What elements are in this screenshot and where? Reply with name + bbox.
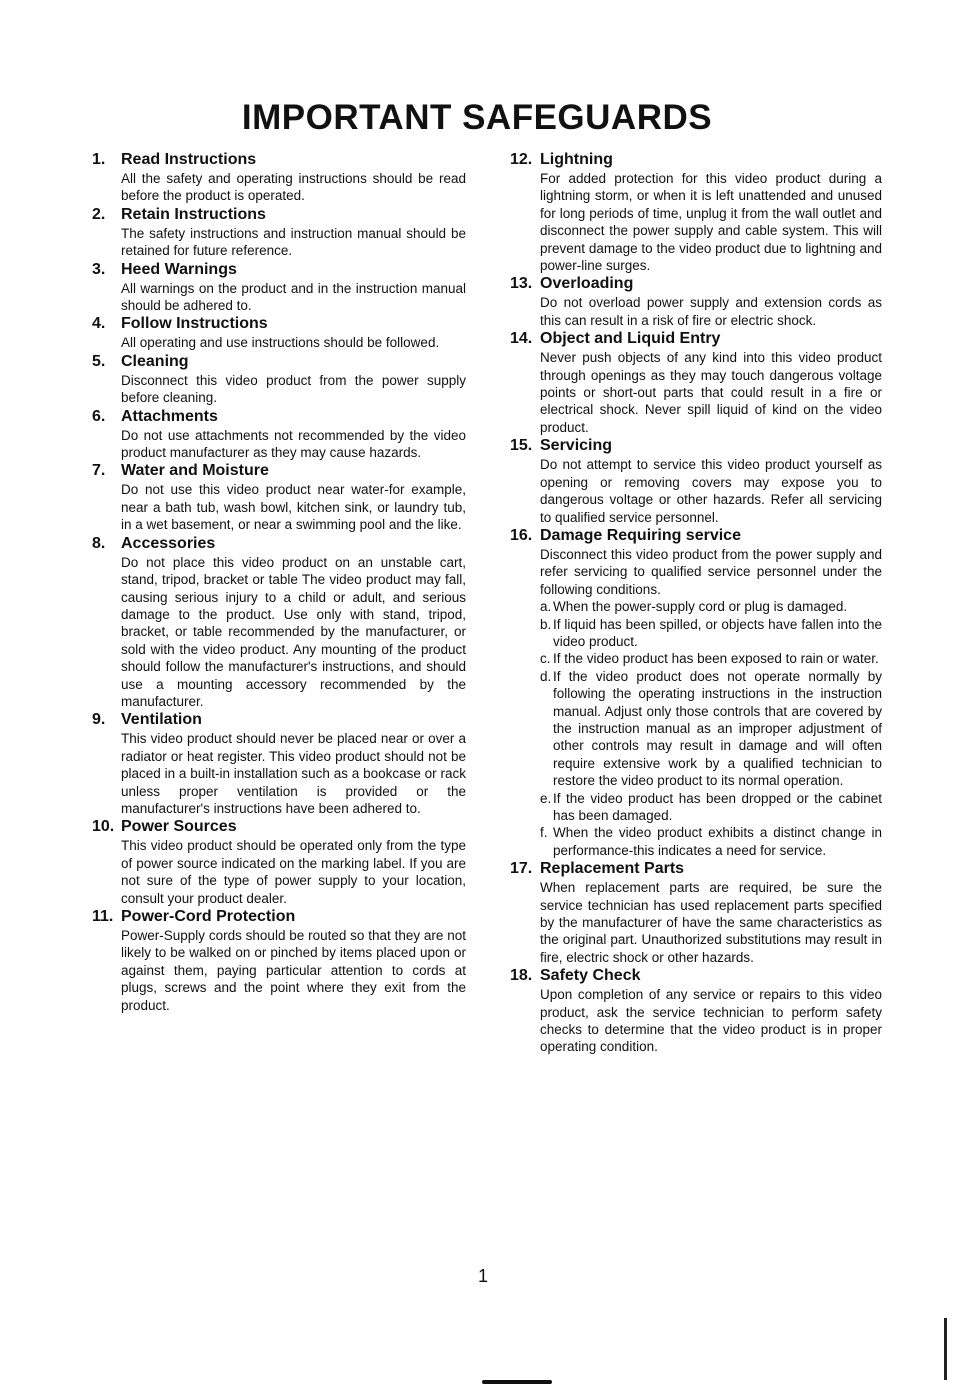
damage-condition (540, 598, 882, 615)
safeguard-heading (92, 314, 466, 334)
safeguard-item (510, 274, 882, 329)
damage-condition (540, 616, 882, 651)
safeguard-title: Object and Liquid Entry (540, 330, 721, 348)
safeguard-text: Upon completion of any service or repairs to this video product, ask the service technician to perform safety checks to determine that the video product is in proper operating condition. (540, 987, 882, 1055)
safeguard-heading (92, 260, 466, 280)
safeguard-title: Damage Requiring service (540, 526, 741, 544)
safeguard-text: Never push objects of any kind into this video product through openings as they may touch dangerous voltage points or short-out parts that could result in a fire or electrical shock. Never spill liquid of kind on the video product. (540, 350, 882, 435)
safeguard-item (92, 534, 466, 711)
safeguard-item (92, 407, 466, 462)
safeguard-text: Do not attempt to service this video product yourself as opening or removing covers may expose you to dangerous voltage or other hazards. Refer all servicing to qualified service personnel. (540, 457, 882, 525)
right-column (510, 150, 882, 1056)
safeguard-number: 12. (510, 151, 533, 168)
safeguard-item (92, 150, 466, 205)
safeguard-text: Disconnect this video product from the power supply before cleaning. (121, 372, 466, 406)
safeguard-number: 8. (92, 534, 106, 552)
safeguard-number: 4. (92, 315, 106, 333)
safeguard-text: The safety instructions and instruction manual should be retained for future reference. (121, 225, 466, 259)
safeguard-text: All operating and use instructions should be followed. (121, 335, 440, 351)
safeguard-number: 15. (510, 437, 533, 455)
safeguard-item (92, 461, 466, 533)
condition-letter: b. (540, 616, 552, 632)
safeguard-item (92, 352, 466, 407)
safeguard-text: Do not place this video product on an unstable cart, stand, tripod, bracket or table The video product may fall, causing serious injury to a child or adult, and serious damage to the product. Use only with stand, tripod, bracket, or table recommended by the manufacturer, or sold with the video product. Any mounting of the product should follow the manufacturer's instructions, and should use a mounting accessory recommended by the manufacturer. (121, 554, 466, 709)
safeguard-heading (510, 436, 882, 456)
safeguard-heading (510, 150, 882, 170)
condition-text: If the video product does not operate normally by following the operating instructions in the instruction manual. Adjust only those controls that are covered by the instruction manual as an improper adjustment of other controls may result in damage and will often require extensive work by a qualified technician to restore the video product to its normal operation. (553, 668, 882, 789)
damage-condition (540, 824, 882, 859)
safeguard-text: Do not use attachments not recommended by the video product manufacturer as they may cause hazards. (121, 427, 466, 461)
safeguard-title: Servicing (540, 437, 613, 455)
condition-text: If liquid has been spilled, or objects have fallen into the video product. (553, 616, 882, 649)
safeguard-number: 9. (92, 711, 106, 729)
safeguard-number: 18. (510, 967, 533, 985)
page-number: 1 (478, 1266, 489, 1286)
condition-text: If the video product has been dropped or the cabinet has been damaged. (553, 790, 882, 823)
safeguard-title: Follow Instructions (121, 315, 268, 333)
condition-text: When the power-supply cord or plug is damaged. (553, 599, 848, 615)
safeguard-item (510, 436, 882, 526)
safeguard-title: Power Sources (121, 818, 237, 836)
safeguard-item (510, 966, 882, 1056)
damage-condition (540, 650, 882, 667)
safeguard-heading (510, 329, 882, 349)
safeguard-item (92, 710, 466, 817)
safeguard-title: Overloading (540, 275, 634, 293)
safeguard-item (92, 907, 466, 1014)
safeguard-title: Water and Moisture (121, 462, 269, 480)
safeguard-title: Retain Instructions (121, 205, 266, 223)
safeguard-title: Heed Warnings (121, 260, 237, 278)
condition-letter: d. (540, 668, 552, 684)
safeguard-item (92, 314, 466, 351)
left-column (92, 150, 466, 1014)
safeguard-number: 1. (92, 151, 106, 168)
safeguard-heading (92, 534, 466, 554)
safeguard-text: All the safety and operating instructions should be read before the product is operated. (121, 171, 466, 204)
safeguard-heading (92, 907, 466, 927)
condition-letter: e. (540, 790, 552, 806)
safeguard-title: Ventilation (121, 711, 202, 729)
condition-text: If the video product has been exposed to rain or water. (553, 651, 879, 667)
safeguard-title: Lightning (540, 151, 613, 168)
safeguard-number: 10. (92, 818, 115, 836)
safeguard-number: 11. (92, 908, 114, 925)
safeguard-heading (510, 966, 882, 986)
safeguard-item (510, 859, 882, 966)
bottom-scan-mark (482, 1380, 552, 1384)
condition-letter: a. (540, 599, 552, 615)
safeguard-heading (92, 710, 466, 730)
safeguard-heading (92, 352, 466, 372)
safeguard-number: 2. (92, 205, 106, 223)
safeguard-heading (510, 859, 882, 879)
safeguard-item (92, 260, 466, 315)
safeguard-heading (92, 461, 466, 481)
safeguard-title: Attachments (121, 407, 218, 425)
safeguard-number: 13. (510, 275, 533, 293)
safeguard-heading (92, 407, 466, 427)
safeguard-text: All warnings on the product and in the instruction manual should be adhered to. (121, 280, 466, 314)
safeguard-number: 5. (92, 352, 106, 370)
damage-condition (540, 668, 882, 790)
safeguard-heading (510, 526, 882, 546)
safeguard-title: Read Instructions (121, 151, 257, 168)
safeguard-title: Replacement Parts (540, 860, 685, 878)
safeguard-text: Do not overload power supply and extension cords as this can result in a risk of fire or electric shock. (540, 295, 882, 328)
safeguard-item (510, 526, 882, 598)
safeguard-item (510, 150, 882, 274)
damage-condition (540, 790, 882, 825)
safeguard-text: For added protection for this video product during a lightning storm, or when it is left unattended and unused for long periods of time, unplug it from the wall outlet and disconnect the power supply and cable system. This will prevent damage to the video product due to lightning and power-line surges. (540, 171, 882, 274)
safeguard-number: 16. (510, 526, 533, 544)
page-title: IMPORTANT SAFEGUARDS (241, 98, 713, 137)
safeguard-title: Power-Cord Protection (121, 908, 296, 925)
safeguard-heading (92, 150, 466, 170)
safeguard-title: Accessories (121, 534, 216, 552)
safeguard-heading (510, 274, 882, 294)
safeguard-text: This video product should never be placed near or over a radiator or heat register. This video product should not be placed in a built-in installation such as a bookcase or rack unless proper ventilation is provided or the manufacturer's instructions have been adhered to. (121, 731, 466, 816)
safeguard-item (92, 817, 466, 907)
condition-text: When the video product exhibits a distinct change in performance-this indicates a need for service. (553, 825, 882, 858)
safeguard-number: 14. (510, 330, 533, 348)
condition-letter: f. (540, 825, 548, 841)
safeguard-item (92, 205, 466, 260)
safeguard-text: Disconnect this video product from the power supply and refer servicing to qualified service personnel under the following conditions. (540, 546, 882, 597)
safeguard-text: This video product should be operated only from the type of power source indicated on the marking label. If you are not sure of the type of power supply to your location, consult your product dealer. (121, 838, 466, 906)
safeguard-number: 7. (92, 462, 106, 480)
safeguard-title: Cleaning (121, 352, 189, 370)
safeguard-item (510, 329, 882, 436)
edge-scan-mark (944, 1318, 947, 1380)
condition-letter: c. (540, 651, 551, 667)
safeguard-text: Power-Supply cords should be routed so that they are not likely to be walked on or pinched by items placed upon or against them, paying particular attention to cords at plugs, screws and the point where they exit from the product. (121, 928, 466, 1013)
safeguard-number: 17. (510, 860, 533, 878)
safeguard-title: Safety Check (540, 967, 641, 985)
safeguard-heading (92, 205, 466, 225)
safeguard-text: Do not use this video product near water-for example, near a bath tub, wash bowl, kitchen sink, or laundry tub, in a wet basement, or near a swimming pool and the like. (121, 482, 466, 533)
safeguard-number: 6. (92, 407, 106, 425)
safeguard-heading (92, 817, 466, 837)
safeguard-number: 3. (92, 260, 106, 278)
safeguard-text: When replacement parts are required, be sure the service technician has used replacement parts specified by the manufacturer of have the same characteristics as the original part. Unauthorized substitutions may result in fire, electric shock or other hazards. (540, 880, 882, 965)
damage-conditions-list (540, 598, 882, 859)
